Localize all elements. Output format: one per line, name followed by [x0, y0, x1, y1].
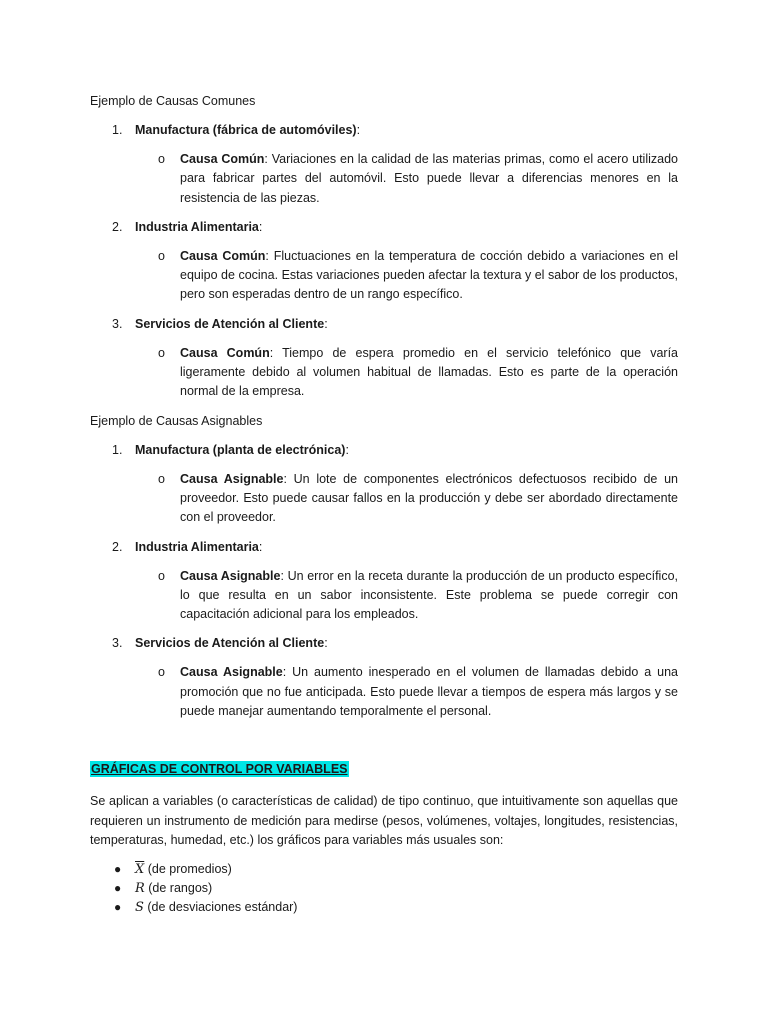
- assignable-cause-detail-3: [90, 663, 678, 721]
- item-title: Servicios de Atención al Cliente: [135, 636, 325, 651]
- sub-label: Causa Asignable: [180, 568, 281, 583]
- sub-label: Causa Asignable: [180, 665, 283, 680]
- item-separator: :: [345, 442, 349, 457]
- sub-text: : Un lote de componentes electrónicos defectuosos recibido de un proveedor. Esto puede causar fallos en la producción y debe ser abordado directamente con el proveedor.: [180, 471, 678, 525]
- common-cause-item-3: [90, 315, 678, 334]
- item-number: 3.: [112, 316, 123, 331]
- list-item-text: (de desviaciones estándar): [143, 900, 298, 915]
- sub-text: : Un aumento inesperado en el volumen de llamadas debido a una promoción que no fue anticipada. Esto puede llevar a tiempos de espera más largos y se puede manejar aumentando temporalmente el personal.: [180, 665, 678, 719]
- item-number: 2.: [112, 539, 123, 554]
- common-cause-item-2: [90, 218, 678, 237]
- item-title: Manufactura (fábrica de automóviles): [135, 123, 357, 137]
- sub-label: Causa Común: [180, 345, 270, 360]
- sub-label: Causa Asignable: [180, 471, 284, 486]
- item-number: 1.: [112, 442, 123, 457]
- item-separator: :: [258, 539, 263, 554]
- common-cause-item-1: [90, 121, 678, 140]
- common-cause-detail-3: [90, 344, 678, 402]
- s-symbol: S: [135, 900, 144, 916]
- sub-label: Causa Común: [180, 152, 265, 166]
- common-cause-detail-1: [90, 150, 678, 208]
- list-item: [90, 898, 678, 917]
- sub-text: : Variaciones en la calidad de las materias primas, como el acero utilizado para fabricar partes del automóvil. Esto puede llevar a diferencias menores en la resistencia de las piezas.: [180, 152, 678, 205]
- assignable-causes-heading: Ejemplo de Causas Asignables: [90, 413, 263, 428]
- circle-bullet-icon: o: [158, 345, 165, 360]
- common-causes-heading: Ejemplo de Causas Comunes: [90, 94, 256, 108]
- sub-label: Causa Común: [180, 248, 266, 263]
- circle-bullet-icon: o: [158, 471, 165, 486]
- assignable-cause-item-2: [90, 538, 678, 557]
- item-title: Industria Alimentaria: [135, 219, 259, 234]
- r-symbol: R: [135, 881, 145, 897]
- spacer: [90, 731, 678, 760]
- list-item: [90, 860, 678, 879]
- chart-types-list: [90, 860, 678, 917]
- item-separator: :: [356, 123, 361, 137]
- x-bar-symbol: $\overline{X}$: [135, 862, 145, 878]
- circle-bullet-icon: o: [158, 248, 165, 263]
- control-charts-paragraph: Se aplican a variables (o características de calidad) de tipo continuo, que intuitivamente son aquellas que requieren un instrumento de medición para medirse (pesos, volúmenes, voltajes, longitudes, resistencias, temperaturas, humedad, etc.) los gráficos para variables más usuales son:: [90, 794, 678, 847]
- document-page: [90, 92, 678, 917]
- item-title: Industria Alimentaria: [135, 539, 259, 554]
- item-separator: :: [324, 636, 328, 651]
- list-item-text: (de promedios): [144, 862, 232, 877]
- circle-bullet-icon: o: [158, 665, 165, 680]
- item-number: 3.: [112, 636, 123, 651]
- common-cause-detail-2: [90, 247, 678, 305]
- list-item-text: (de rangos): [144, 881, 213, 896]
- bullet-dot-icon: ●: [114, 900, 122, 915]
- control-charts-title-wrap: [90, 760, 678, 779]
- sub-text: : Tiempo de espera promedio en el servicio telefónico que varía ligeramente debido al volumen habitual de llamadas. Esto es parte de la operación normal de la empresa.: [180, 345, 678, 399]
- assignable-cause-detail-2: [90, 567, 678, 625]
- sub-text: : Un error en la receta durante la producción de un producto específico, lo que resulta en un sabor inconsistente. Este problema se puede corregir con capacitación adicional para los empleados.: [180, 568, 679, 622]
- bullet-dot-icon: ●: [114, 881, 122, 896]
- sub-text: : Fluctuaciones en la temperatura de cocción debido a variaciones en el equipo de cocina. Estas variaciones pueden afectar la textura y el sabor de los productos, pero son esperadas dentro de un rango específico.: [180, 248, 678, 302]
- item-title: Servicios de Atención al Cliente: [135, 316, 325, 331]
- control-charts-title: GRÁFICAS DE CONTROL POR VARIABLES: [91, 762, 348, 777]
- circle-bullet-icon: o: [158, 568, 165, 583]
- bullet-dot-icon: ●: [114, 862, 122, 877]
- assignable-cause-detail-1: [90, 470, 678, 528]
- item-number: 2.: [112, 219, 123, 234]
- item-separator: :: [324, 316, 328, 331]
- assignable-cause-item-1: [90, 441, 678, 460]
- assignable-cause-item-3: [90, 634, 678, 653]
- item-title: Manufactura (planta de electrónica): [135, 442, 346, 457]
- circle-bullet-icon: o: [158, 152, 165, 166]
- item-number: 1.: [112, 123, 123, 137]
- list-item: [90, 879, 678, 898]
- item-separator: :: [258, 219, 263, 234]
